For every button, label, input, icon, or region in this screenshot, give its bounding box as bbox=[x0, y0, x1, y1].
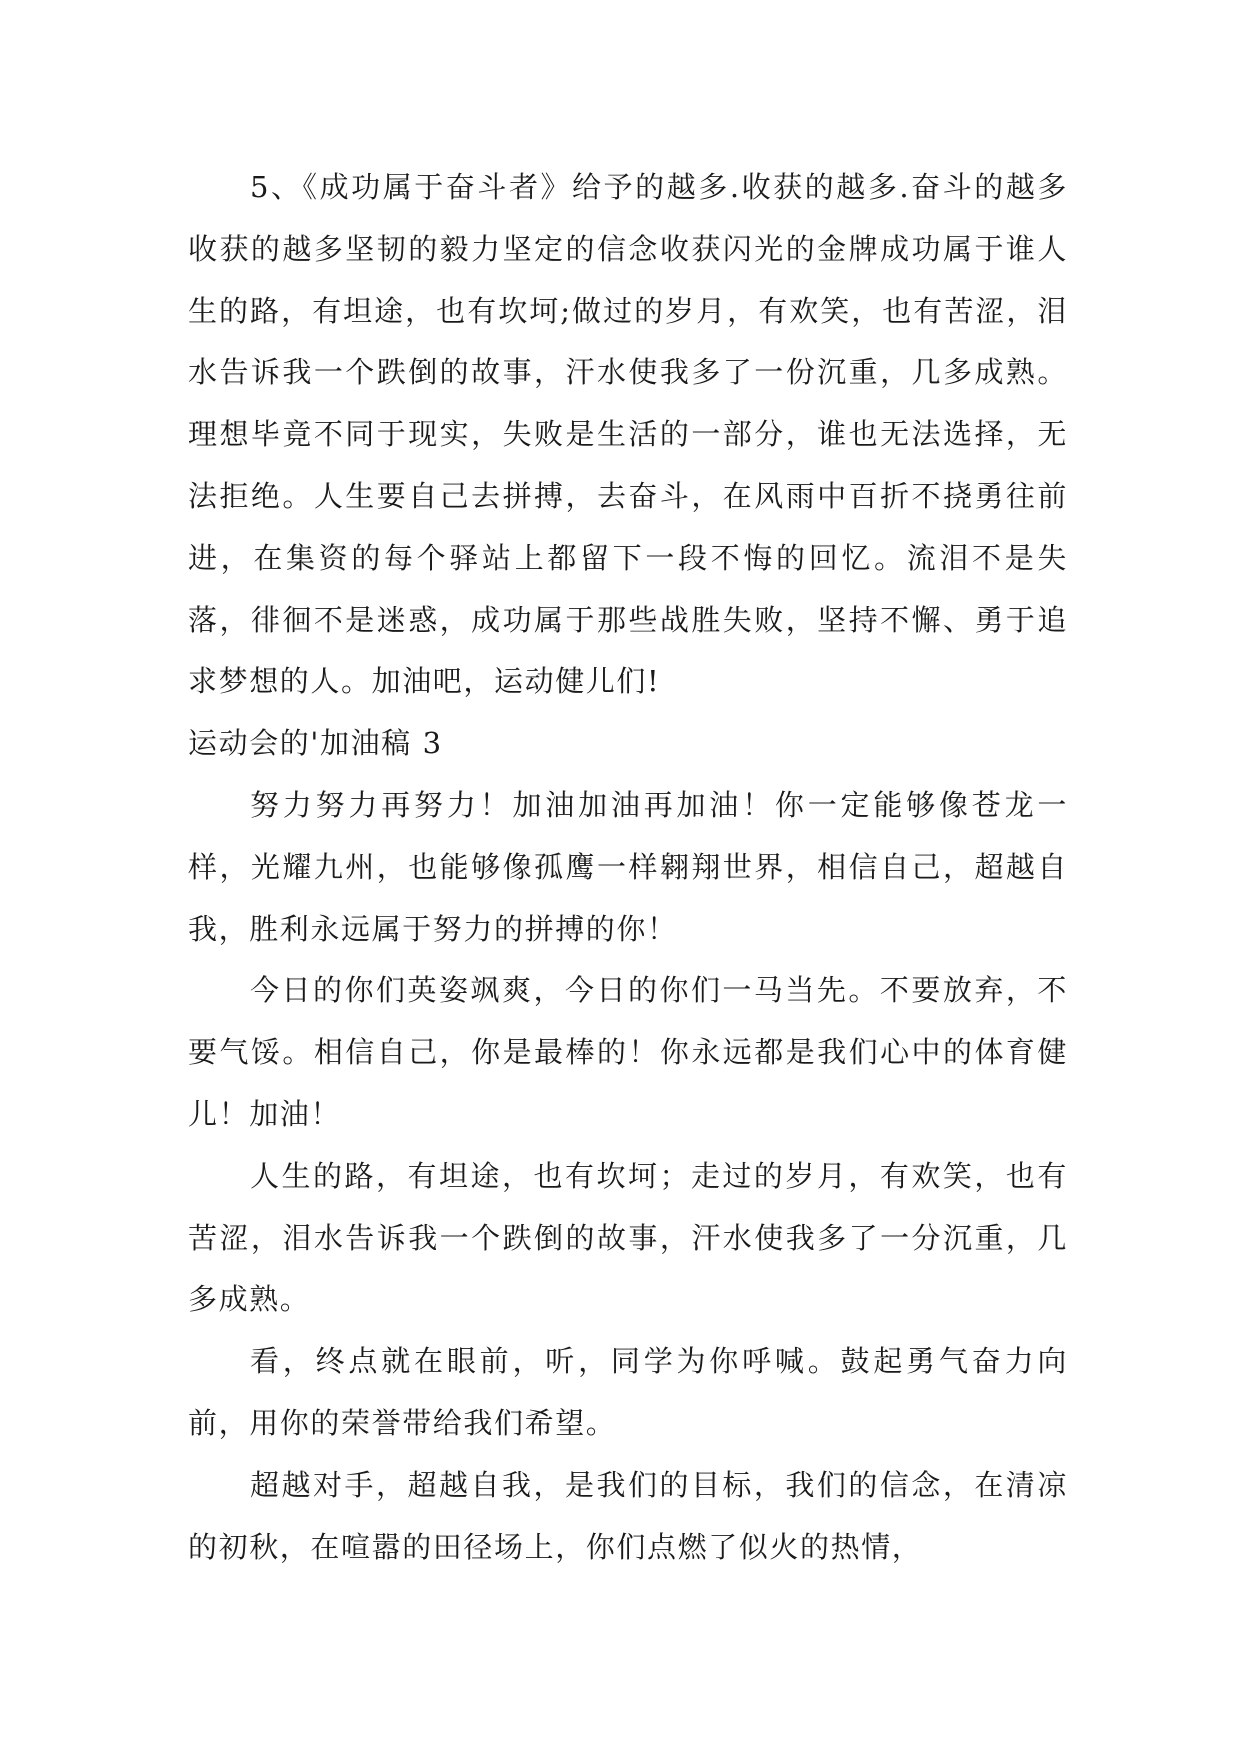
paragraph-3: 人生的路，有坦途，也有坎坷；走过的岁月，有欢笑，也有苦涩，泪水告诉我一个跌倒的故事，汗水使我多了一分沉重，几多成熟。 bbox=[188, 1158, 1068, 1317]
paragraph-4: 看，终点就在眼前，听，同学为你呼喊。鼓起勇气奋力向前，用你的荣誉带给我们希望。 bbox=[188, 1344, 1068, 1440]
section-heading: 运动会的'加油稿 3 bbox=[188, 726, 443, 761]
paragraph-5: 超越对手，超越自我，是我们的目标，我们的信念，在清凉的初秋，在喧嚣的田径场上，你们点燃了似火的热情， bbox=[188, 1467, 1068, 1564]
document-body bbox=[188, 157, 1068, 1578]
paragraph-2: 今日的你们英姿飒爽，今日的你们一马当先。不要放弃，不要气馁。相信自己，你是最棒的！你永远都是我们心中的体育健儿！加油！ bbox=[188, 973, 1068, 1131]
paragraph-1: 努力努力再努力！加油加油再加油！你一定能够像苍龙一样，光耀九州，也能够像孤鹰一样翱翔世界，相信自己，超越自我，胜利永远属于努力的拼搏的你！ bbox=[188, 787, 1068, 946]
intro-paragraph: 5、《成功属于奋斗者》给予的越多.收获的越多.奋斗的越多收获的越多坚韧的毅力坚定的信念收获闪光的金牌成功属于谁人生的路，有坦途，也有坎坷;做过的岁月，有欢笑，也有苦涩，泪水告诉我一个跌倒的故事，汗水使我多了一份沉重，几多成熟。理想毕竟不同于现实，失败是生活的一部分，谁也无法选择，无法拒绝。人生要自己去拼搏，去奋斗，在风雨中百折不挠勇往前进，在集资的每个驿站上都留下一段不悔的回忆。流泪不是失落，徘徊不是迷惑，成功属于那些战胜失败，坚持不懈、勇于追求梦想的人。加油吧，运动健儿们! bbox=[188, 170, 1068, 699]
